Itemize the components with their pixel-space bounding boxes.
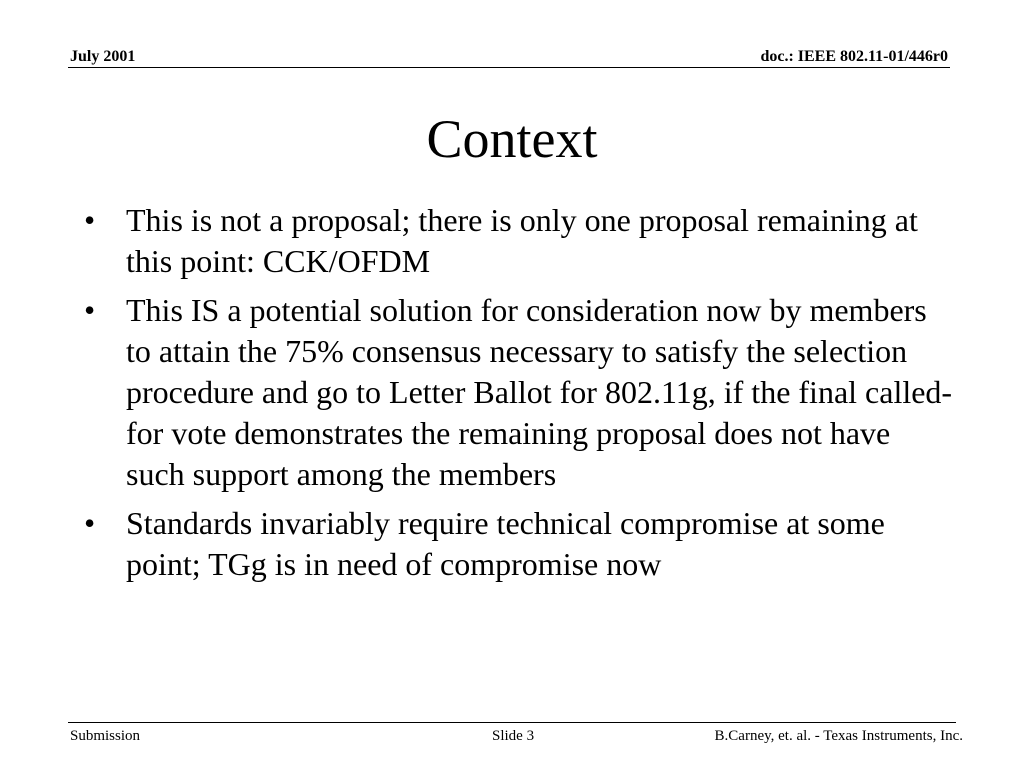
bullet-item xyxy=(84,290,954,495)
bullet-dot-icon: • xyxy=(84,202,96,238)
bullet-dot-icon: • xyxy=(84,505,96,541)
footer-author: B.Carney, et. al. - Texas Instruments, Inc. xyxy=(714,728,963,744)
bullet-item xyxy=(84,200,954,282)
bullet-item xyxy=(84,503,954,585)
header-divider xyxy=(68,67,950,68)
slide-title: Context xyxy=(426,109,598,169)
footer-slide-number: Slide 3 xyxy=(492,728,535,744)
bullet-text: Standards invariably require technical compromise at some point; TGg is in need of compromise now xyxy=(126,505,885,582)
bullet-text: This IS a potential solution for consideration now by members to attain the 75% consensus necessary to satisfy the selection procedure and go to Letter Ballot for 802.11g, if the final called-for vote demonstrates the remaining proposal does not have such support among the members xyxy=(126,292,953,492)
bullet-text: This is not a proposal; there is only one proposal remaining at this point: CCK/OFDM xyxy=(126,202,918,279)
bullet-dot-icon: • xyxy=(84,292,96,328)
header-date: July 2001 xyxy=(70,48,136,65)
header-document-id: doc.: IEEE 802.11-01/446r0 xyxy=(760,48,948,65)
footer-submission: Submission xyxy=(70,728,141,744)
footer-divider xyxy=(68,722,956,723)
bullet-list xyxy=(84,200,954,593)
